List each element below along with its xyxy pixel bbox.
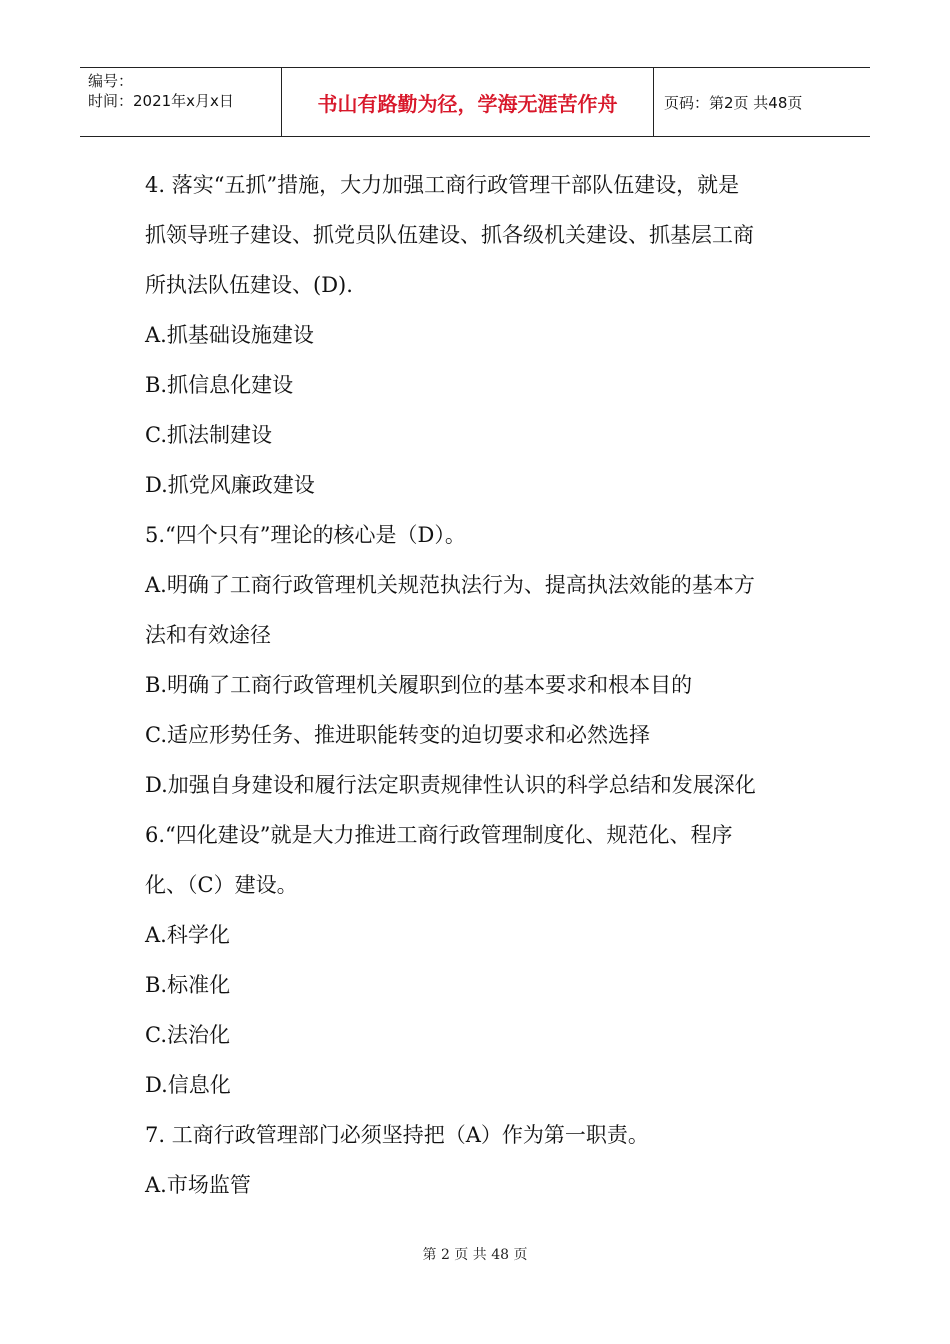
header-motto: 书山有路勤为径，学海无涯苦作舟	[282, 68, 654, 136]
document-date: 时间：2021年x月x日	[88, 92, 234, 110]
option-line: C.适应形势任务、推进职能转变的迫切要求和必然选择	[145, 723, 650, 747]
text-line: 法和有效途径	[145, 623, 271, 647]
option-line: C.法治化	[145, 1023, 230, 1047]
option-line: D.加强自身建设和履行法定职责规律性认识的科学总结和发展深化	[145, 773, 756, 797]
document-number-label: 编号：	[88, 72, 134, 90]
question-line: 5.“四个只有”理论的核心是（D）。	[145, 523, 466, 547]
question-line: 6.“四化建设”就是大力推进工商行政管理制度化、规范化、程序	[145, 823, 733, 847]
option-line: A.市场监管	[145, 1173, 251, 1197]
header-page-info: 页码：第2页 共48页	[664, 93, 803, 112]
option-line: B.明确了工商行政管理机关履职到位的基本要求和根本目的	[145, 673, 693, 697]
document-body	[145, 160, 810, 1210]
option-line: A.明确了工商行政管理机关规范执法行为、提高执法效能的基本方	[145, 573, 755, 597]
option-line: C.抓法制建设	[145, 423, 272, 447]
option-line: A.科学化	[145, 923, 230, 947]
text-line: 4. 落实“五抓”措施，大力加强工商行政管理干部队伍建设，就是	[145, 173, 740, 197]
question-line: 7. 工商行政管理部门必须坚持把（A）作为第一职责。	[145, 1123, 649, 1147]
page-footer: 第 2 页 共 48 页	[422, 1247, 528, 1263]
option-line: B.标准化	[145, 973, 231, 997]
text-line: 抓领导班子建设、抓党员队伍建设、抓各级机关建设、抓基层工商	[145, 223, 754, 247]
page-header	[80, 67, 870, 137]
option-line: A.抓基础设施建设	[145, 323, 314, 347]
text-line: 所执法队伍建设、(D).	[145, 273, 353, 297]
header-meta	[80, 68, 282, 136]
option-line: B.抓信息化建设	[145, 373, 294, 397]
option-line: D.信息化	[145, 1073, 231, 1097]
option-line: D.抓党风廉政建设	[145, 473, 315, 497]
text-line: 化、（C）建设。	[145, 873, 298, 897]
